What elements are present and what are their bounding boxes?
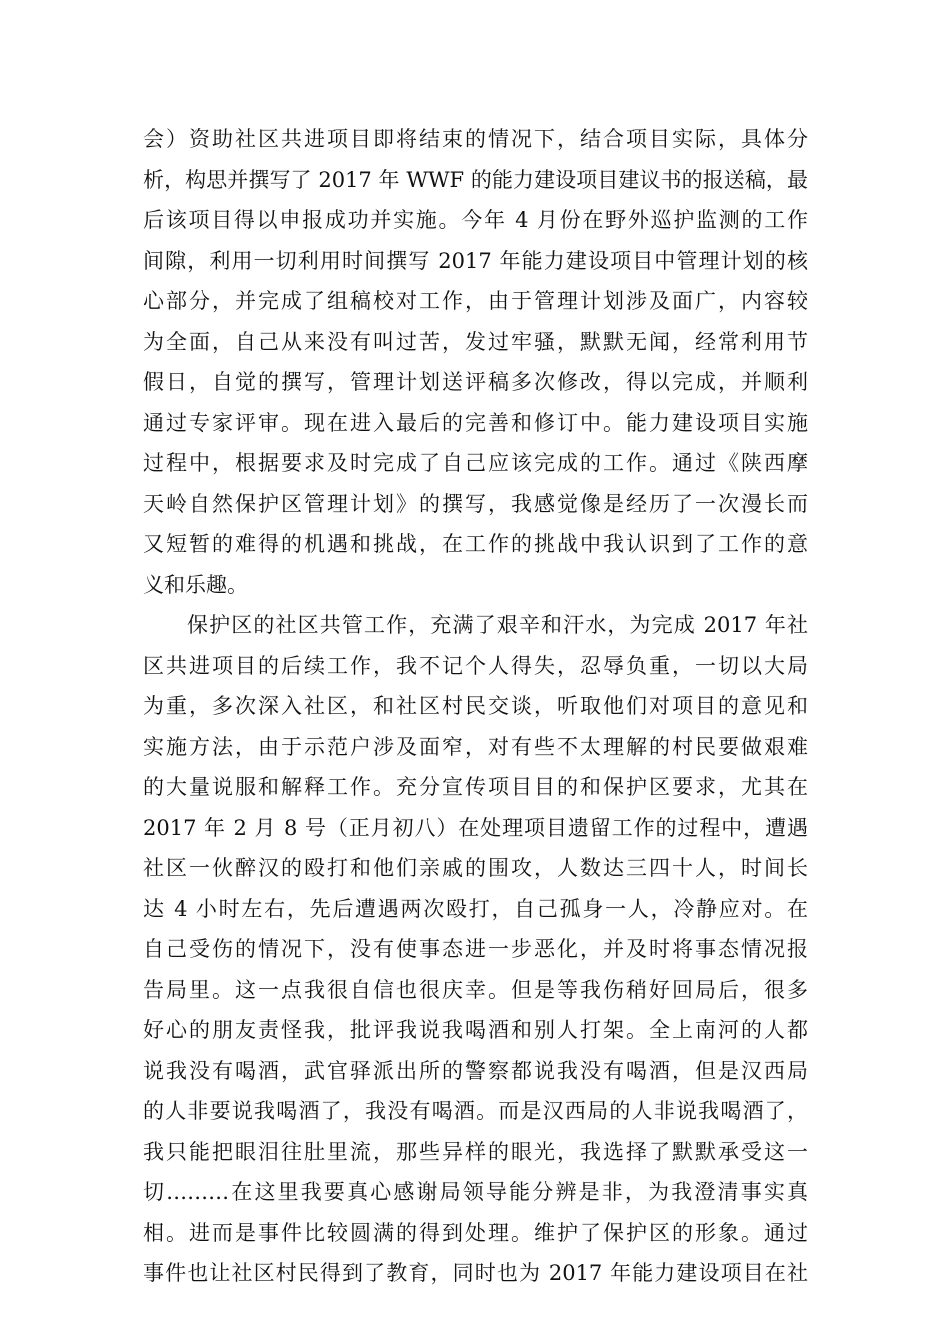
text-line: 2017 年 2 月 8 号（正月初八）在处理项目遗留工作的过程中，遭遇 [143,815,808,840]
text-line: 好心的朋友责怪我，批评我说我喝酒和别人打架。全上南河的人都 [143,1018,808,1042]
text-line: 为全面，自己从来没有叫过苦，发过牢骚，默默无闻，经常利用节 [143,329,808,354]
text-line: 假日，自觉的撰写，管理计划送评稿多次修改，得以完成，并顺利 [143,370,808,394]
text-line: 析，构思并撰写了 2017 年 WWF 的能力建设项目建议书的报送稿，最 [143,167,808,192]
text-line: 实施方法，由于示范户涉及面窄，对有些不太理解的村民要做艰难 [143,734,808,759]
paragraph-1 [143,119,808,605]
text-line: 事件也让社区村民得到了教育，同时也为 2017 年能力建设项目在社 [143,1261,808,1285]
text-line: 保护区的社区共管工作，充满了艰辛和汗水，为完成 2017 年社 [187,613,808,637]
text-line: 又短暂的难得的机遇和挑战，在工作的挑战中我认识到了工作的意 [143,532,808,556]
text-line: 通过专家评审。现在进入最后的完善和修订中。能力建设项目实施 [143,410,808,435]
text-line: 达 4 小时左右，先后遭遇两次殴打，自己孤身一人，冷静应对。在 [143,896,808,921]
paragraph-2 [143,605,808,1294]
text-line: 后该项目得以申报成功并实施。今年 4 月份在野外巡护监测的工作 [143,208,808,232]
text-line: 社区一伙醉汉的殴打和他们亲戚的围攻，人数达三四十人，时间长 [143,856,808,880]
text-line: 切………在这里我要真心感谢局领导能分辨是非，为我澄清事实真 [143,1180,808,1204]
text-line: 心部分，并完成了组稿校对工作，由于管理计划涉及面广，内容较 [143,289,808,313]
text-line: 说我没有喝酒，武官驿派出所的警察都说我没有喝酒，但是汉西局 [143,1058,808,1083]
text-line: 会）资助社区共进项目即将结束的情况下，结合项目实际，具体分 [143,127,808,151]
text-line: 的大量说服和解释工作。充分宣传项目目的和保护区要求，尤其在 [143,775,808,799]
text-line: 为重，多次深入社区，和社区村民交谈，听取他们对项目的意见和 [143,694,808,718]
text-line: 我只能把眼泪往肚里流，那些异样的眼光，我选择了默默承受这一 [143,1139,808,1164]
text-line: 的人非要说我喝酒了，我没有喝酒。而是汉西局的人非说我喝酒了， [143,1099,808,1123]
text-line: 相。进而是事件比较圆满的得到处理。维护了保护区的形象。通过 [143,1220,808,1245]
text-line: 义和乐趣。 [143,572,248,597]
text-line: 间隙，利用一切利用时间撰写 2017 年能力建设项目中管理计划的核 [143,248,808,273]
text-line: 自己受伤的情况下，没有使事态进一步恶化，并及时将事态情况报 [143,937,808,961]
text-line: 天岭自然保护区管理计划》的撰写，我感觉像是经历了一次漫长而 [143,491,808,516]
text-line: 告局里。这一点我很自信也很庆幸。但是等我伤稍好回局后，很多 [143,977,808,1002]
text-line: 区共进项目的后续工作，我不记个人得失，忍辱负重，一切以大局 [143,653,808,678]
text-line: 过程中，根据要求及时完成了自己应该完成的工作。通过《陕西摩 [143,451,808,475]
body-text [143,119,808,1294]
